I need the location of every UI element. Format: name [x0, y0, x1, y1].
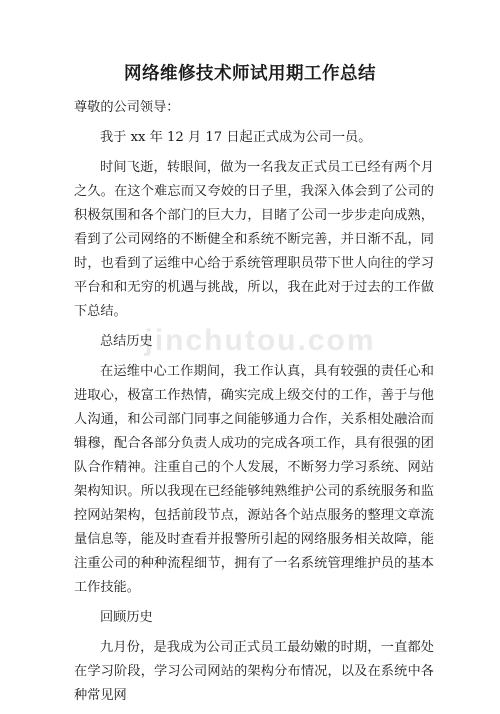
section-text-summary: 在运维中心工作期间，我工作认真，具有较强的责任心和进取心，极富工作热情，确实完成上级交付的工作，善于与他人沟通，和公司部门同事之间能够通力合作，关系相处融洽而辑穆，配合各部分负责人成功的完成各项工作，具有很强的团队合作精神。注重自己的个人发展，不断努力学习系统、网站架构知识。所以我现在已经能够纯熟维护公司的系统服务和监控网站架构，包括前段节点，源站各个站点服务的整理文章流量信息等，能及时查看并报警所引起的网络服务相关故障，能注重公司的种种流程细节，拥有了一名系统管理维护员的基本工作技能。: [74, 364, 434, 595]
watermark: jinchutou.com: [144, 324, 376, 357]
section-text-review: 九月份，是我成为公司正式员工最幼嫩的时期，一直都处在学习阶段，学习公司网站的架构分布情况，以及在系统中各种常见网: [74, 640, 434, 703]
salutation: 尊敬的公司领导：: [74, 100, 180, 115]
paragraph-intro: 时间飞逝，转眼间，做为一名我友正式员工已经有两个月之久。在这个难忘而又夸姣的日子里，我深入体会到了公司的积极氛围和各个部门的巨大力，目睹了公司一步步走向成熟，看到了公司网络的不断健全和系统不断完善，并日渐不乱，同时，也看到了运维中心给于系统管理职员带下世人向往的学习平台和和无穷的机遇与挑战，所以，我在此对于过去的工作做下总结。: [74, 160, 434, 319]
paragraph-start-date: 我于 xx 年 12 月 17 日起正式成为公司一员。: [100, 130, 372, 145]
document-title: 网络维修技术师试用期工作总结: [124, 64, 376, 84]
section-heading-review: 回顾历史: [100, 610, 153, 625]
section-heading-summary: 总结历史: [100, 334, 153, 349]
document-body: [74, 96, 434, 714]
